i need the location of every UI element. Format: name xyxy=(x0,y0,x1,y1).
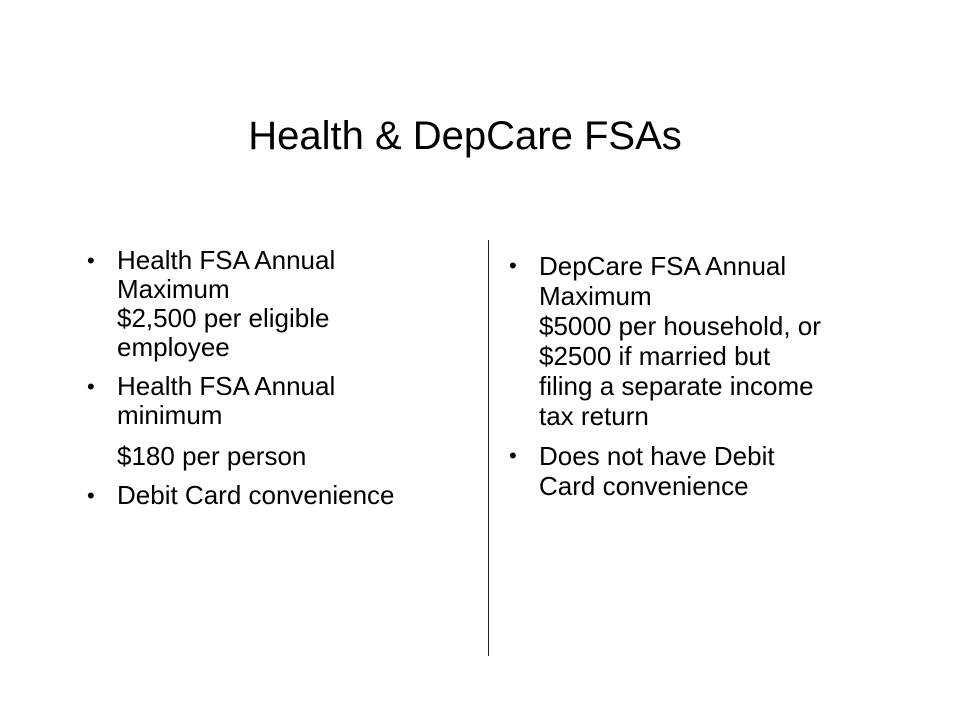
left-bullet-list xyxy=(85,246,460,510)
bullet-icon: • xyxy=(509,443,517,468)
item-text-line: Health FSA Annual xyxy=(117,245,336,275)
column-divider xyxy=(488,240,489,656)
bullet-icon: • xyxy=(87,483,95,508)
item-text-line: Maximum xyxy=(539,281,652,311)
slide-title: Health & DepCare FSAs xyxy=(248,114,682,158)
item-text-line: $2500 if married but xyxy=(539,341,771,371)
item-text-line: $5000 per household, or xyxy=(539,311,821,341)
item-text-line: DepCare FSA Annual xyxy=(539,251,787,281)
bullet-item-health-fsa-maximum xyxy=(85,246,460,362)
item-text-line: Does not have Debit xyxy=(539,441,775,471)
bullet-icon: • xyxy=(87,374,95,399)
item-text-line: minimum xyxy=(117,400,223,430)
item-text-line: Card convenience xyxy=(539,471,749,501)
item-text-line: tax return xyxy=(539,401,649,431)
item-text-line: $2,500 per eligible xyxy=(117,303,330,333)
bullet-icon: • xyxy=(509,253,517,278)
bullet-item-debit-card xyxy=(85,481,460,510)
item-extra-text: $180 per person xyxy=(117,441,307,471)
item-text-line: Debit Card convenience xyxy=(117,480,395,510)
bullet-item-depcare-fsa-maximum xyxy=(507,251,907,431)
item-text-line: Health FSA Annual xyxy=(117,371,336,401)
bullet-item-health-fsa-minimum xyxy=(85,372,460,471)
item-text-line: filing a separate income xyxy=(539,371,814,401)
bullet-icon: • xyxy=(87,248,95,273)
right-bullet-list xyxy=(507,251,907,501)
item-text-line: Maximum xyxy=(117,274,230,304)
bullet-item-no-debit-card xyxy=(507,441,907,501)
item-text-line: employee xyxy=(117,332,230,362)
